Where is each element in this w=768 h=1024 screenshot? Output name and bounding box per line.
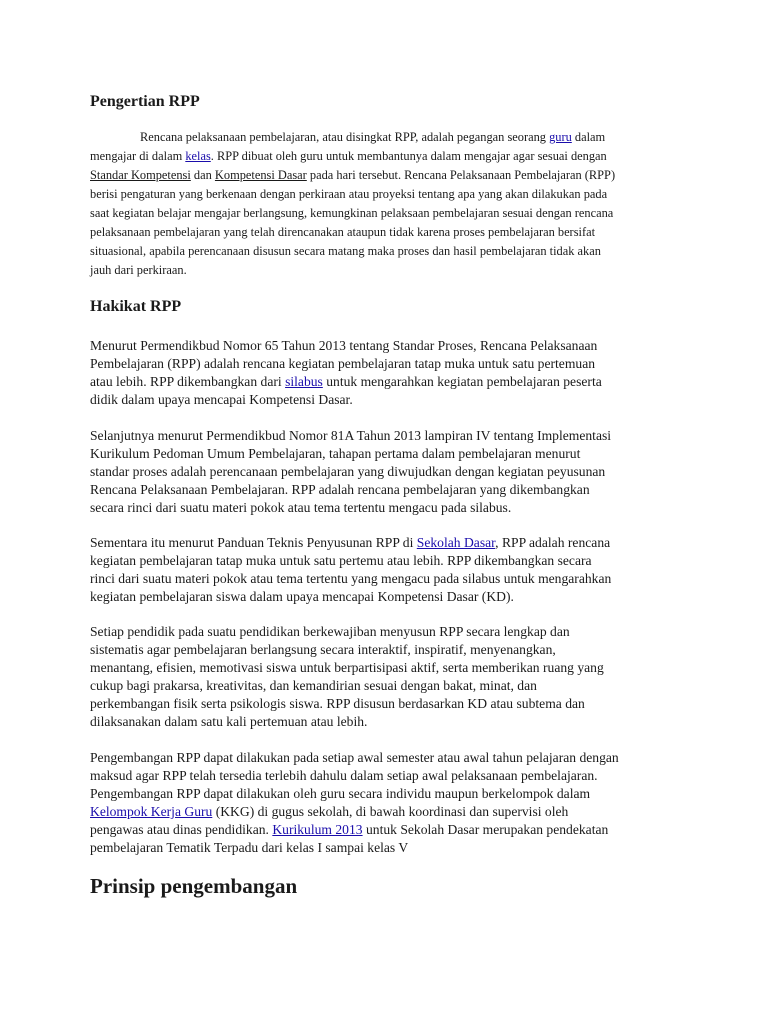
text-line: menantang, efisien, memotivasi siswa untuk berpartisipasi aktif, serta memberikan ruang yang — [90, 660, 604, 675]
link-sekolah-dasar[interactable]: Sekolah Dasar — [416, 535, 496, 550]
text-line: jauh dari perkiraan. — [90, 263, 187, 277]
text-line: perkembangan fisik serta psikologis siswa. RPP disusun berdasarkan KD atau subtema dan — [90, 696, 585, 711]
text-line: Pengembangan RPP dapat dilakukan pada setiap awal semester atau awal tahun pelajaran dengan — [90, 750, 619, 765]
heading-hakikat-rpp: Hakikat RPP — [90, 298, 182, 315]
paragraph-hakikat-5 — [90, 749, 690, 857]
text-line: saat kegiatan belajar mengajar berlangsung, kemungkinan pelaksaan pembelajaran sesuai dengan rencana — [90, 206, 614, 220]
text-line: Pengembangan RPP dapat dilakukan oleh guru secara individu maupun berkelompok dalam — [90, 786, 591, 801]
text-line: Setiap pendidik pada suatu pendidikan berkewajiban menyusun RPP secara lengkap dan — [90, 624, 570, 639]
text-line: sistematis agar pembelajaran berlangsung secara interaktif, inspiratif, menyenangkan, — [90, 642, 556, 657]
text-line: Sementara itu menurut Panduan Teknis Penyusunan RPP di Sekolah Dasar, RPP adalah rencana — [90, 535, 611, 550]
link-standar-kompetensi[interactable]: Standar Kompetensi — [90, 168, 191, 182]
paragraph-hakikat-4 — [90, 623, 690, 731]
text-line: rinci dari suatu materi pokok atau tema tertentu yang mengacu pada silabus untuk mengarahkan — [90, 571, 612, 586]
text-line: secara rinci dari suatu materi pokok atau tema tertentu mengacu pada silabus. — [90, 500, 512, 515]
text-line: pelaksanaan pembelajaran yang telah direncanakan ataupun tidak karena proses pembelajaran bersifat — [90, 225, 596, 239]
text-line: atau lebih. RPP dikembangkan dari silabus untuk mengarahkan kegiatan pembelajaran peserta — [90, 374, 602, 389]
text-line: situasional, apabila perencanaan disusun secara matang maka proses dan hasil pembelajaran tidak akan — [90, 244, 601, 258]
heading-pengertian-rpp: Pengertian RPP — [90, 93, 200, 110]
text-line: mengajar di dalam kelas. RPP dibuat oleh guru untuk membantunya dalam mengajar agar sesuai dengan — [90, 149, 607, 163]
text-line: standar proses adalah perencanaan pembelajaran yang diwujudkan dengan kegiatan peyusunan — [90, 464, 606, 479]
text-line: didik dalam upaya mencapai Kompetensi Dasar. — [90, 392, 353, 407]
text-line: Rencana pelaksanaan pembelajaran, atau disingkat RPP, adalah pegangan seorang guru dalam — [140, 130, 606, 144]
text-line: pengawas atau dinas pendidikan. Kurikulum 2013 untuk Sekolah Dasar merupakan pendekatan — [90, 822, 609, 837]
link-kompetensi-dasar[interactable]: Kompetensi Dasar — [214, 168, 307, 182]
link-kelompok-kerja-guru[interactable]: Kelompok Kerja Guru — [90, 804, 213, 819]
text-line: kegiatan pembelajaran tatap muka untuk satu pertemu atau lebih. RPP dikembangkan secara — [90, 553, 592, 568]
heading-prinsip-pengembangan: Prinsip pengembangan — [90, 874, 298, 898]
text-line: kegiatan pembelajaran siswa dalam upaya mencapai Kompetensi Dasar (KD). — [90, 589, 514, 604]
text-line: pembelajaran Tematik Terpadu dari kelas I sampai kelas V — [90, 840, 409, 855]
text-line: Kurikulum Pedoman Umum Pembelajaran, tahapan pertama dalam pembelajaran menurut — [90, 446, 581, 461]
text-line: Pembelajaran (RPP) adalah rencana kegiatan pembelajaran tatap muka untuk satu pertemuan — [90, 356, 596, 371]
text-line: Menurut Permendikbud Nomor 65 Tahun 2013 tentang Standar Proses, Rencana Pelaksanaan — [90, 338, 598, 353]
paragraph-hakikat-2 — [90, 427, 690, 517]
paragraph-hakikat-1 — [90, 337, 690, 409]
link-guru[interactable]: guru — [549, 130, 572, 144]
text-line: berisi pengaturan yang berkenaan dengan perkiraan atau proyeksi tentang apa yang akan dilakukan pada — [90, 187, 608, 201]
link-kurikulum-2013[interactable]: Kurikulum 2013 — [272, 822, 363, 837]
text-line: dilaksanakan dalam satu kali pertemuan atau lebih. — [90, 714, 368, 729]
text-line: cukup bagi prakarsa, kreativitas, dan kemandirian sesuai dengan bakat, minat, dan — [90, 678, 537, 693]
paragraph-pengertian — [90, 128, 690, 280]
paragraph-hakikat-3 — [90, 534, 690, 606]
text-line: Standar Kompetensi dan Kompetensi Dasar pada hari tersebut. Rencana Pelaksanaan Pembelajaran (RPP) — [90, 168, 616, 182]
link-kelas[interactable]: kelas — [185, 149, 211, 163]
text-line: maksud agar RPP telah tersedia terlebih dahulu dalam setiap awal pelaksanaan pembelajaran. — [90, 768, 598, 783]
text-line: Kelompok Kerja Guru (KKG) di gugus sekolah, di bawah koordinasi dan supervisi oleh — [90, 804, 569, 819]
text-line: Rencana Pelaksanaan Pembelajaran. RPP adalah rencana pembelajaran yang dikembangkan — [90, 482, 590, 497]
link-silabus[interactable]: silabus — [285, 374, 323, 389]
text-line: Selanjutnya menurut Permendikbud Nomor 81A Tahun 2013 lampiran IV tentang Implementasi — [90, 428, 612, 443]
